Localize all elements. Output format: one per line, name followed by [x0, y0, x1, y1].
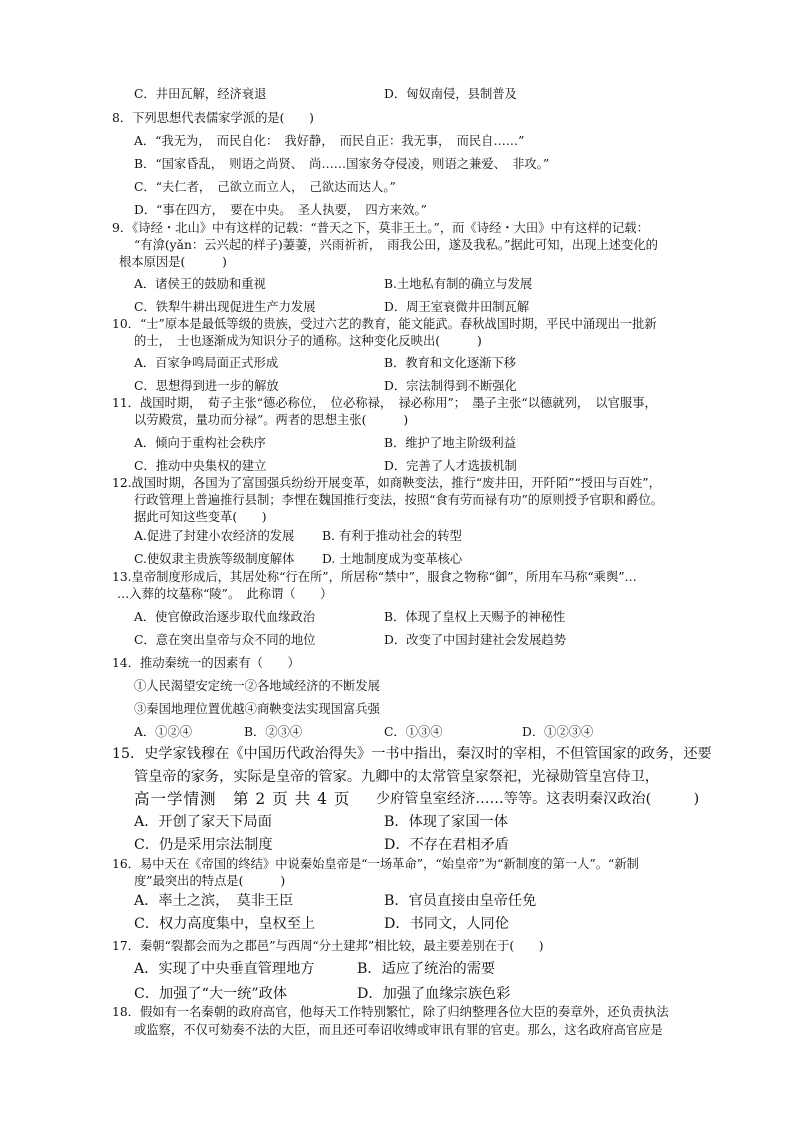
q9-option-b: B.土地私有制的确立与发展: [384, 277, 533, 291]
q16-option-b: B．官员直接由皇帝任免: [384, 893, 537, 909]
q10-option-c: C．思想得到进一步的解放: [134, 379, 279, 393]
q17-stem: 17．秦朝“裂都会而为之郡邑”与西周“分土建邦”相比较，最主要差别在于( ): [112, 939, 544, 953]
q15-stem-line3: 少府管皇室经济……等等。这表明秦汉政治( ): [376, 791, 700, 807]
q10-option-d: D．宗法制得到不断强化: [384, 379, 517, 393]
q9-stem-line3: 根本原因是( ): [119, 255, 227, 269]
q11-option-b: B．维护了地主阶级利益: [384, 436, 517, 450]
q9-stem-line2: “有渰(yǎn：云兴起的样子)萋萋，兴雨祈祈， 雨我公田，遂及我私。”据此可知，出现上述变化的: [134, 238, 658, 252]
q15-option-c: C．仍是采用宗法制度: [134, 837, 273, 853]
q14-option-a: A．①②④: [134, 725, 193, 739]
q9-option-c: C．铁犁牛耕出现促进生产力发展: [134, 300, 316, 314]
q16-stem-line2: 度”最突出的特点是( ): [134, 874, 286, 888]
q12-stem-line1: 12.战国时期，各国为了富国强兵纷纷开展变革，如商鞅变法，推行“废井田，开阡陌”“授田与百姓”，: [112, 476, 661, 490]
q7-option-d: D．匈奴南侵，县制普及: [384, 87, 517, 101]
q15-option-b: B．体现了家国一体: [384, 814, 508, 830]
q12-option-a: A.促进了封建小农经济的发展: [134, 529, 295, 543]
q12-option-d: D. 土地制度成为变革核心: [322, 552, 463, 566]
q8-option-b: B．“国家昏乱， 则语之尚贤、 尚……国家务夺侵凌，则语之兼爱、 非攻。”: [134, 157, 550, 171]
q14-option-b: B．②③④: [244, 725, 303, 739]
q13-option-d: D．改变了中国封建社会发展趋势: [384, 633, 567, 647]
q12-option-c: C.使奴隶主贵族等级制度解体: [134, 552, 295, 566]
q15-option-d: D．不存在君相矛盾: [384, 837, 509, 853]
q9-option-a: A．诸侯王的鼓励和重视: [134, 277, 266, 291]
q11-stem-line1: 11．战国时期， 荀子主张“德必称位， 位必称禄， 禄必称用”； 墨子主张“以德就列， 以官服事，: [112, 396, 657, 410]
q7-option-c: C．井田瓦解，经济衰退: [134, 87, 267, 101]
q16-option-d: D．书同文，人同伦: [384, 916, 509, 932]
q15-stem-line1: 15．史学家钱穆在《中国历代政治得失》一书中指出，秦汉时的宰相，不但管国家的政务，还要: [112, 746, 712, 762]
q9-option-d: D．周王室衰微井田制瓦解: [384, 300, 530, 314]
q12-option-b: B. 有利于推动社会的转型: [322, 529, 462, 543]
q15-option-a: A．开创了家天下局面: [134, 814, 272, 830]
q14-option-d: D．①②③④: [522, 725, 594, 739]
q13-stem-line2: …入葬的坟墓称“陵”。 此称谓（ ）: [117, 587, 333, 601]
q13-option-a: A．使官僚政治逐步取代血缘政治: [134, 610, 316, 624]
q8-stem: 8．下列思想代表儒家学派的是( ): [112, 111, 314, 125]
q18-stem-line2: 或监察，不仅可劾奏不法的大臣，而且还可奉诏收缚或审讯有罪的官吏。那么，这名政府高官应是: [134, 1023, 663, 1037]
q10-option-a: A．百家争鸣局面正式形成: [134, 356, 279, 370]
q17-option-b: B．适应了统治的需要: [357, 961, 496, 977]
q13-option-c: C．意在突出皇帝与众不同的地位: [134, 633, 316, 647]
q12-stem-line3: 据此可知这些变革( ): [134, 510, 267, 524]
q17-option-a: A．实现了中央垂直管理地方: [134, 961, 315, 977]
q14-option-c: C．①③④: [384, 725, 443, 739]
q12-stem-line2: 行政管理上普遍推行县制；李悝在魏国推行变法，按照“食有劳而禄有功”的原则授予官职和爵位。: [134, 493, 664, 507]
q8-option-a: A．“我无为， 而民自化： 我好静， 而民自正：我无事， 而民自……”: [134, 134, 525, 148]
q8-option-d: D．“事在四方， 要在中央。 圣人执要， 四方来效。”: [134, 203, 427, 217]
q14-stem: 14．推动秦统一的因素有（ ）: [112, 656, 300, 670]
page-footer: 高一学情测 第 2 页 共 4 页: [134, 790, 351, 808]
q16-option-c: C．权力高度集中，皇权至上: [134, 916, 316, 932]
q9-stem-line1: 9．《诗经・北山》中有这样的记载：“普天之下，莫非王土。”，而《诗经・大田》中有这样的记载：: [112, 221, 649, 235]
q11-option-a: A．倾向于重构社会秩序: [134, 436, 266, 450]
q8-option-c: C．“夫仁者， 己欲立而立人， 己欲达而达人。”: [134, 180, 396, 194]
q11-option-d: D．完善了人才选拔机制: [384, 459, 517, 473]
q16-option-a: A．率土之滨， 莫非王臣: [134, 893, 294, 909]
q17-option-d: D．加强了血缘宗族色彩: [357, 986, 511, 1002]
q13-option-b: B．体现了皇权上天赐予的神秘性: [384, 610, 566, 624]
q11-stem-line2: 以劳殿赏，量功而分禄”。两者的思想主张( ): [134, 413, 409, 427]
q14-factors-line2: ③秦国地理位置优越④商鞅变法实现国富兵强: [134, 702, 380, 716]
q16-stem-line1: 16．易中天在《帝国的终结》中说秦始皇帝是“一场革命”，“始皇帝”为“新制度的第一人”。“新制: [112, 857, 639, 871]
q14-factors-line1: ①人民渴望安定统一②各地域经济的不断发展: [134, 679, 380, 693]
q11-option-c: C．推动中央集权的建立: [134, 459, 267, 473]
q15-stem-line2: 管皇帝的家务，实际是皇帝的管家。九卿中的太常管皇家祭祀，光禄勋管皇宫侍卫，: [134, 769, 659, 785]
q13-stem-line1: 13.皇帝制度形成后，其居处称“行在所”，所居称“禁中”，服食之物称“御”，所用车马称“乘舆”…: [112, 570, 637, 584]
q10-option-b: B．教育和文化逐渐下移: [384, 356, 517, 370]
q10-stem-line2: 的士， 士也逐渐成为知识分子的通称。这种变化反映出( ): [134, 334, 482, 348]
q10-stem-line1: 10．“士”原本是最低等级的贵族，受过六艺的教育，能文能武。春秋战国时期，平民中涌现出一批新: [112, 317, 657, 331]
q17-option-c: C．加强了“大一统”政体: [134, 986, 288, 1002]
q18-stem-line1: 18．假如有一名秦朝的政府高官，他每天工作特别繁忙，除了归纳整理各位大臣的奏章外，还负责执法: [112, 1005, 669, 1019]
